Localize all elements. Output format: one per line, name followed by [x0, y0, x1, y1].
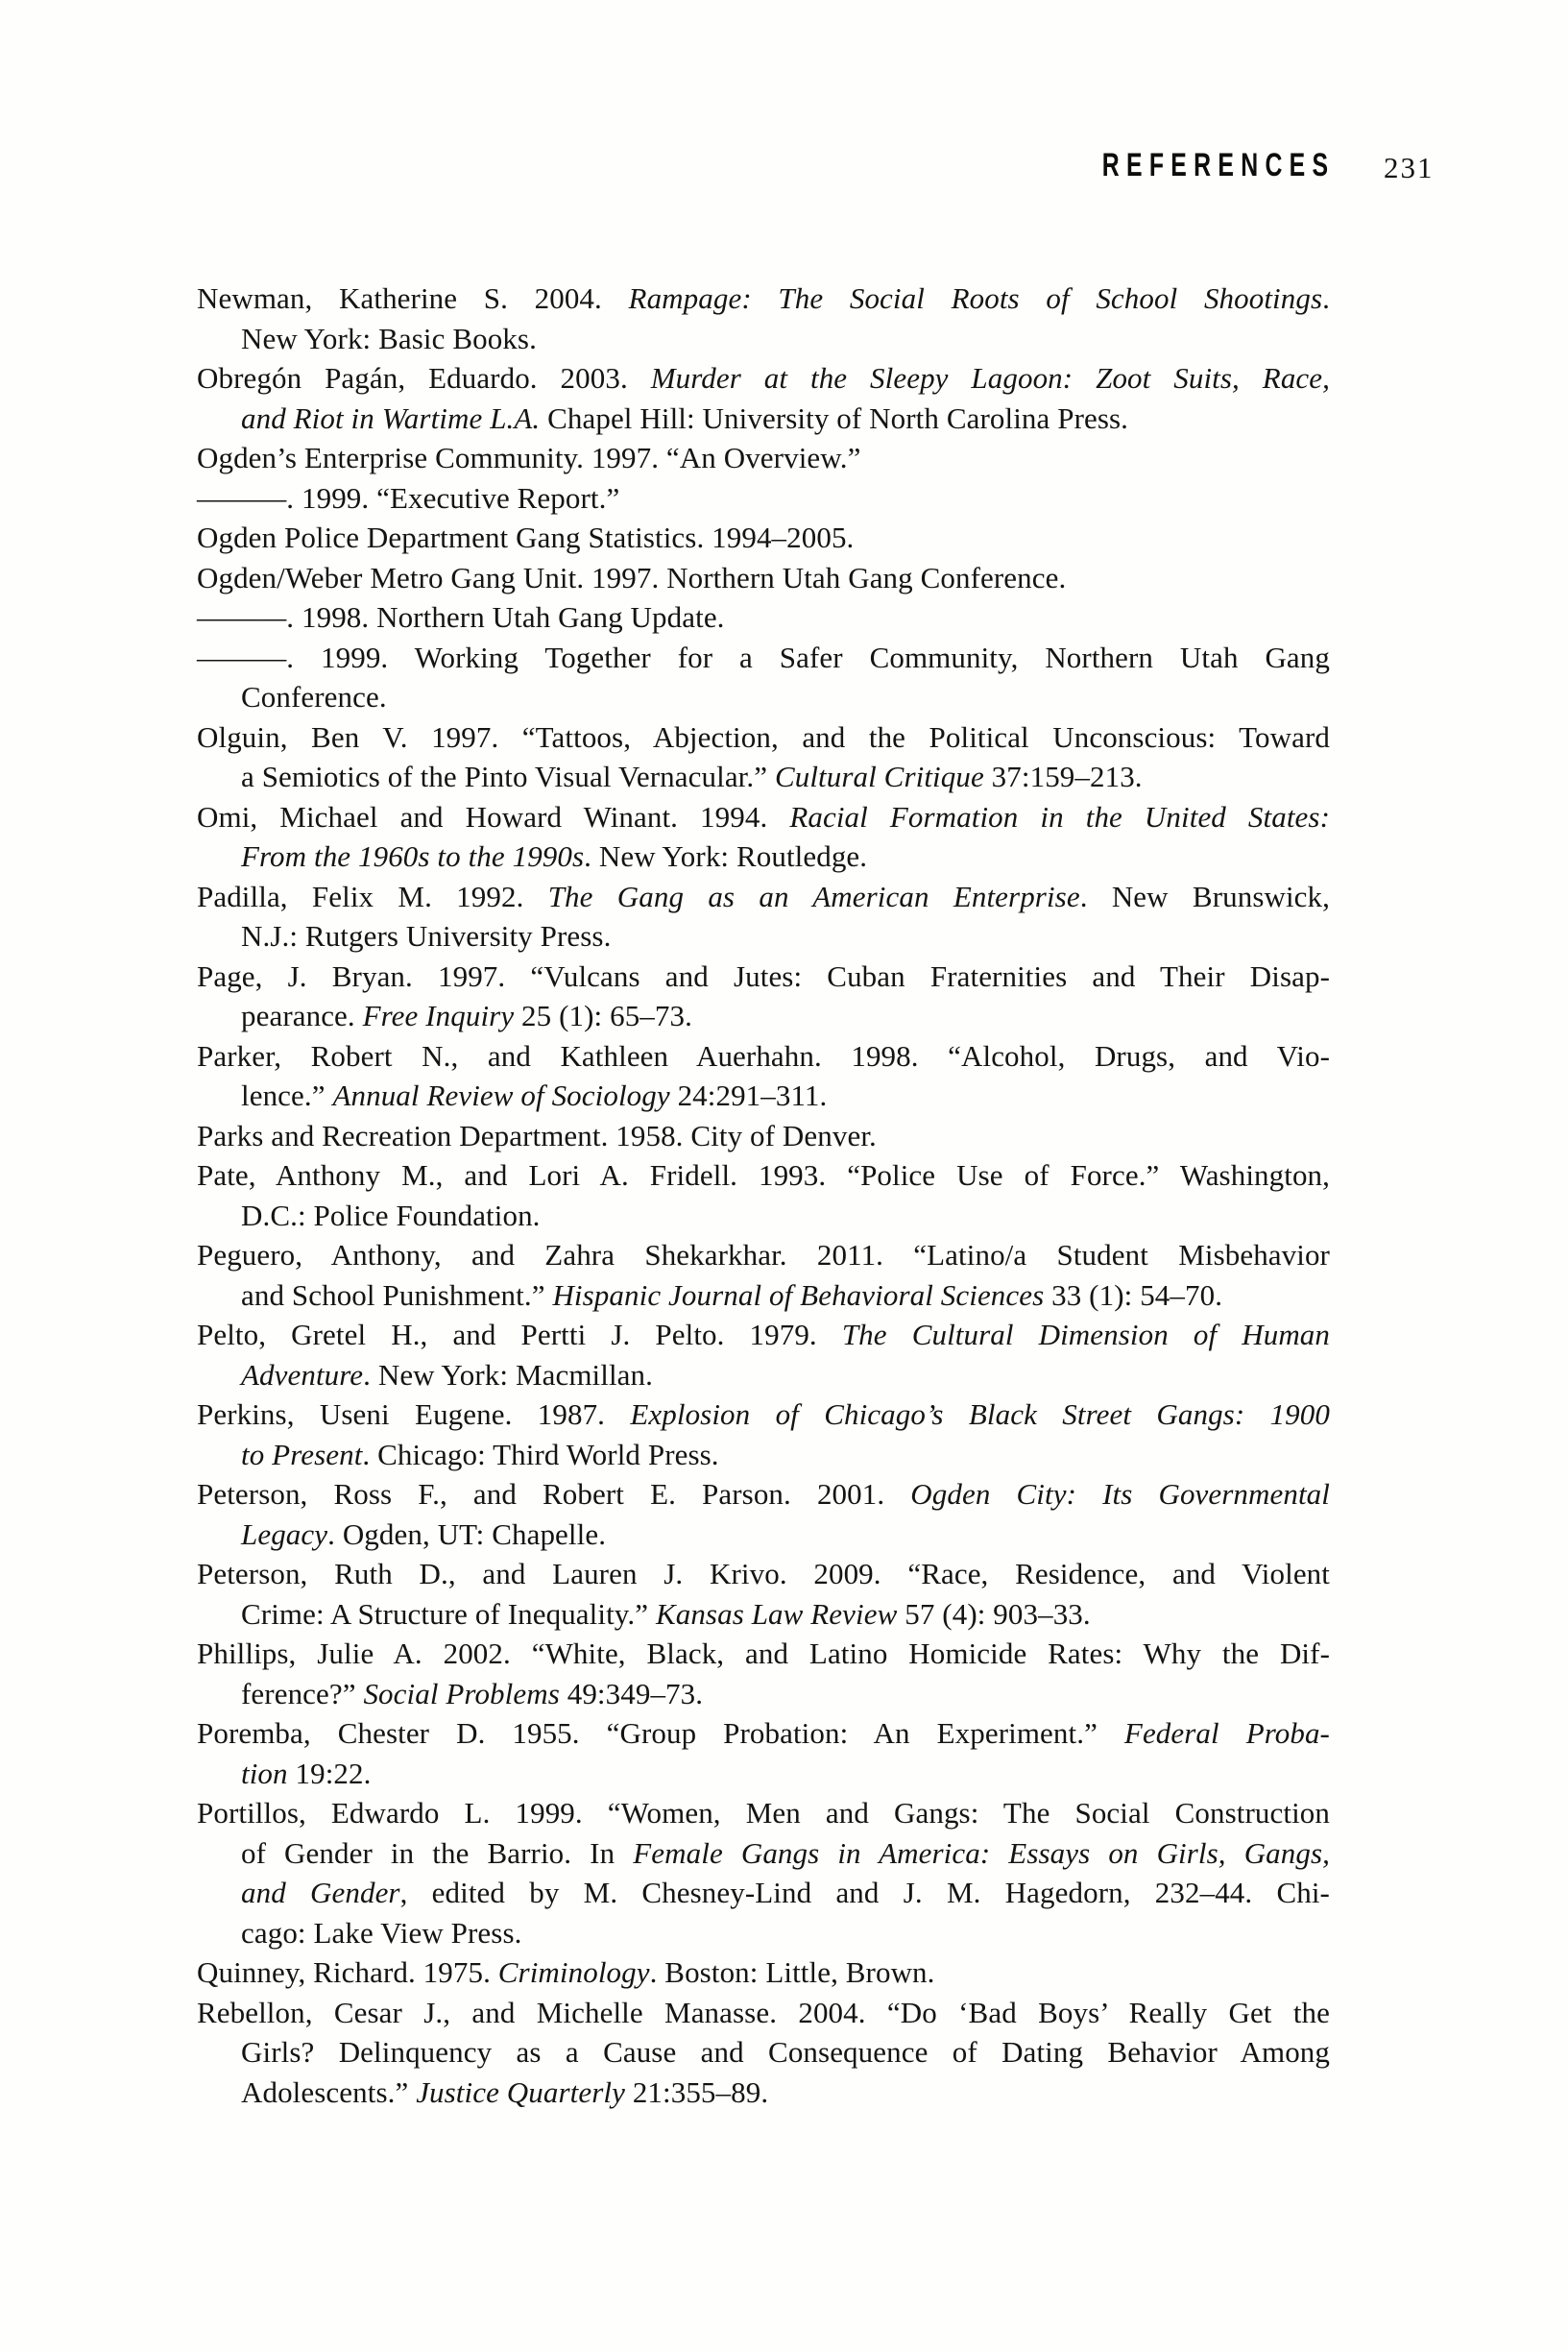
reference-entry	[197, 438, 1330, 478]
text-segment: Conference.	[241, 680, 387, 714]
reference-entry	[197, 1634, 1330, 1713]
reference-entry	[197, 797, 1330, 877]
reference-line	[197, 478, 1330, 519]
reference-line	[197, 597, 1330, 638]
text-segment: 37:159–213.	[983, 760, 1143, 793]
reference-line	[197, 518, 1330, 558]
text-segment: 24:291–311.	[669, 1079, 828, 1112]
reference-entry	[197, 1993, 1330, 2113]
reference-line	[197, 638, 1330, 678]
text-segment: Peterson, Ross F., and Robert E. Parson. 2001.	[197, 1477, 911, 1511]
text-segment: Ogden Police Department Gang Statistics. 1994–2005.	[197, 521, 855, 554]
text-segment: Poremba, Chester D. 1955. “Group Probation: An Experiment.”	[197, 1716, 1124, 1750]
text-segment: . New York: Routledge.	[584, 839, 868, 873]
text-segment: 21:355–89.	[624, 2074, 769, 2109]
reference-entry	[197, 597, 1330, 638]
reference-line	[197, 677, 1330, 717]
reference-line	[197, 1355, 1330, 1395]
reference-line	[197, 358, 1330, 399]
italic-text-segment: Female Gangs in America: Essays on Girls, Gangs,	[633, 1835, 1330, 1870]
reference-line	[197, 399, 1330, 439]
running-head-title: REFERENCES	[1101, 147, 1335, 183]
text-segment: Girls? Delinquency as a Cause and Consequence of Dating Behavior Among	[241, 2035, 1330, 2069]
text-segment: ———. 1999. Working Together for a Safer Community, Northern Utah Gang	[197, 640, 1330, 674]
text-segment: Peguero, Anthony, and Zahra Shekarkhar. 2011. “Latino/a Student Misbehavior	[197, 1238, 1330, 1272]
reference-entry	[197, 1155, 1330, 1235]
reference-line	[197, 837, 1330, 877]
text-segment: Quinney, Richard. 1975.	[197, 1955, 498, 1989]
text-segment: Obregón Pagán, Eduardo. 2003.	[197, 361, 651, 395]
italic-text-segment: From the 1960s to the 1990s	[241, 839, 585, 873]
reference-line	[197, 1394, 1330, 1435]
reference-entry	[197, 1116, 1330, 1156]
italic-text-segment: and Gender	[241, 1876, 400, 1909]
reference-entry	[197, 279, 1330, 358]
reference-line	[197, 1993, 1330, 2033]
text-segment: 57 (4): 903–33.	[897, 1596, 1091, 1631]
reference-line	[197, 1076, 1330, 1116]
italic-text-segment: Ogden City: Its Governmental	[910, 1477, 1330, 1511]
reference-entry	[197, 717, 1330, 797]
italic-text-segment: The Cultural Dimension of Human	[841, 1318, 1331, 1351]
reference-line	[197, 1793, 1330, 1833]
text-segment: Portillos, Edwardo L. 1999. “Women, Men and Gangs: The Social Construction	[197, 1796, 1330, 1830]
text-segment: Padilla, Felix M. 1992.	[197, 879, 548, 913]
reference-line	[197, 757, 1330, 797]
text-segment: ference?”	[241, 1676, 364, 1710]
italic-text-segment: Criminology	[497, 1955, 650, 1989]
text-segment: New York: Basic Books.	[241, 321, 537, 355]
text-segment: . Boston: Little, Brown.	[649, 1955, 935, 1989]
reference-line	[197, 1515, 1330, 1555]
text-segment: Parks and Recreation Department. 1958. City of Denver.	[197, 1118, 877, 1152]
reference-entry	[197, 877, 1330, 957]
reference-entry	[197, 518, 1330, 558]
reference-line	[197, 916, 1330, 957]
reference-line	[197, 1554, 1330, 1594]
text-segment: Ogden’s Enterprise Community. 1997. “An Overview.”	[197, 441, 861, 474]
text-segment: Perkins, Useni Eugene. 1987.	[197, 1397, 631, 1431]
reference-line	[197, 1155, 1330, 1196]
reference-line	[197, 1275, 1330, 1316]
reference-entry	[197, 1554, 1330, 1634]
reference-line	[197, 1754, 1330, 1794]
reference-line	[197, 1235, 1330, 1275]
text-segment: Pelto, Gretel H., and Pertti J. Pelto. 1979.	[197, 1318, 842, 1351]
reference-entry	[197, 1235, 1330, 1315]
italic-text-segment: Adventure	[241, 1357, 364, 1392]
reference-line	[197, 957, 1330, 997]
text-segment: . New York: Macmillan.	[363, 1357, 653, 1392]
reference-line	[197, 438, 1330, 478]
reference-line	[197, 1952, 1330, 1993]
reference-line	[197, 1036, 1330, 1077]
italic-text-segment: Cultural Critique	[774, 760, 984, 793]
italic-text-segment: Rampage: The Social Roots of School Shootings	[628, 281, 1323, 315]
text-segment: lence.”	[241, 1079, 333, 1112]
reference-line	[197, 877, 1330, 917]
text-segment: . Chicago: Third World Press.	[362, 1437, 719, 1471]
text-segment: .	[1322, 281, 1330, 315]
reference-entry	[197, 1474, 1330, 1554]
text-segment: cago: Lake View Press.	[241, 1915, 522, 1950]
text-segment: ———. 1998. Northern Utah Gang Update.	[197, 600, 725, 634]
italic-text-segment: Murder at the Sleepy Lagoon: Zoot Suits, Race,	[650, 361, 1330, 395]
reference-entry	[197, 1713, 1330, 1793]
reference-line	[197, 1713, 1330, 1754]
reference-line	[197, 1116, 1330, 1156]
reference-entry	[197, 957, 1330, 1036]
reference-entry	[197, 358, 1330, 438]
italic-text-segment: Legacy	[241, 1516, 328, 1551]
text-segment: . New Brunswick,	[1079, 879, 1330, 913]
italic-text-segment: Justice Quarterly	[416, 2074, 625, 2109]
text-segment: Peterson, Ruth D., and Lauren J. Krivo. 2009. “Race, Residence, and Violent	[197, 1557, 1330, 1590]
reference-entry	[197, 638, 1330, 717]
reference-entry	[197, 1952, 1330, 1993]
reference-line	[197, 1674, 1330, 1714]
italic-text-segment: tion	[241, 1756, 288, 1790]
text-segment: 33 (1): 54–70.	[1044, 1277, 1223, 1312]
text-segment: of Gender in the Barrio. In	[241, 1835, 634, 1870]
italic-text-segment: Kansas Law Review	[655, 1596, 898, 1631]
text-segment: Page, J. Bryan. 1997. “Vulcans and Jutes: Cuban Fraternities and Their Disap-	[197, 958, 1330, 993]
text-segment: 19:22.	[287, 1756, 372, 1790]
page-number: 231	[1384, 151, 1435, 184]
reference-line	[197, 2032, 1330, 2073]
text-segment: Chapel Hill: University of North Carolina Press.	[540, 400, 1129, 435]
reference-line	[197, 1833, 1330, 1874]
italic-text-segment: Racial Formation in the United States:	[789, 799, 1330, 834]
text-segment: and School Punishment.”	[241, 1277, 553, 1312]
reference-line	[197, 319, 1330, 359]
text-segment: Omi, Michael and Howard Winant. 1994.	[197, 799, 790, 834]
text-segment: Crime: A Structure of Inequality.”	[241, 1596, 656, 1631]
reference-line	[197, 558, 1330, 598]
text-segment: D.C.: Police Foundation.	[241, 1198, 541, 1232]
reference-line	[197, 996, 1330, 1036]
text-segment: Newman, Katherine S. 2004.	[197, 281, 629, 315]
italic-text-segment: Federal Proba-	[1123, 1716, 1330, 1750]
reference-entry	[197, 558, 1330, 598]
reference-line	[197, 1315, 1330, 1355]
reference-line	[197, 1594, 1330, 1635]
reference-line	[197, 1474, 1330, 1515]
text-segment: Phillips, Julie A. 2002. “White, Black, and Latino Homicide Rates: Why the Dif-	[197, 1637, 1330, 1670]
text-segment: Adolescents.”	[241, 2074, 417, 2109]
text-segment: 25 (1): 65–73.	[514, 999, 692, 1032]
references-list	[197, 279, 1330, 2112]
reference-line	[197, 1913, 1330, 1953]
italic-text-segment: The Gang as an American Enterprise	[547, 879, 1080, 913]
text-segment: Ogden/Weber Metro Gang Unit. 1997. Northern Utah Gang Conference.	[197, 560, 1067, 594]
italic-text-segment: Social Problems	[363, 1676, 560, 1710]
text-segment: Pate, Anthony M., and Lori A. Fridell. 1993. “Police Use of Force.” Washington,	[197, 1158, 1330, 1192]
text-segment: , edited by M. Chesney-Lind and J. M. Hagedorn, 232–44. Chi-	[399, 1876, 1330, 1909]
italic-text-segment: Annual Review of Sociology	[332, 1079, 670, 1112]
text-segment: pearance.	[241, 999, 363, 1032]
text-segment: Olguin, Ben V. 1997. “Tattoos, Abjection, and the Political Unconscious: Toward	[197, 719, 1330, 754]
reference-entry	[197, 1394, 1330, 1474]
reference-entry	[197, 1793, 1330, 1952]
reference-line	[197, 1634, 1330, 1674]
text-segment: Parker, Robert N., and Kathleen Auerhahn. 1998. “Alcohol, Drugs, and Vio-	[197, 1038, 1330, 1073]
reference-line	[197, 717, 1330, 758]
italic-text-segment: Explosion of Chicago’s Black Street Gangs: 1900	[630, 1397, 1330, 1431]
italic-text-segment: and Riot in Wartime L.A.	[241, 400, 541, 435]
reference-line	[197, 1196, 1330, 1236]
text-segment: 49:349–73.	[559, 1676, 704, 1710]
italic-text-segment: Free Inquiry	[362, 999, 515, 1032]
reference-line	[197, 279, 1330, 319]
text-segment: a Semiotics of the Pinto Visual Vernacular.”	[241, 760, 775, 793]
reference-line	[197, 1435, 1330, 1475]
reference-entry	[197, 478, 1330, 519]
text-segment: Rebellon, Cesar J., and Michelle Manasse. 2004. “Do ‘Bad Boys’ Really Get the	[197, 1995, 1330, 2029]
reference-line	[197, 797, 1330, 837]
text-segment: ———. 1999. “Executive Report.”	[197, 480, 620, 515]
reference-line	[197, 1873, 1330, 1913]
reference-entry	[197, 1036, 1330, 1116]
reference-entry	[197, 1315, 1330, 1394]
italic-text-segment: Hispanic Journal of Behavioral Sciences	[552, 1277, 1045, 1312]
text-segment: N.J.: Rutgers University Press.	[241, 919, 612, 953]
reference-line	[197, 2073, 1330, 2113]
text-segment: . Ogden, UT: Chapelle.	[327, 1516, 607, 1551]
italic-text-segment: to Present	[241, 1437, 363, 1471]
